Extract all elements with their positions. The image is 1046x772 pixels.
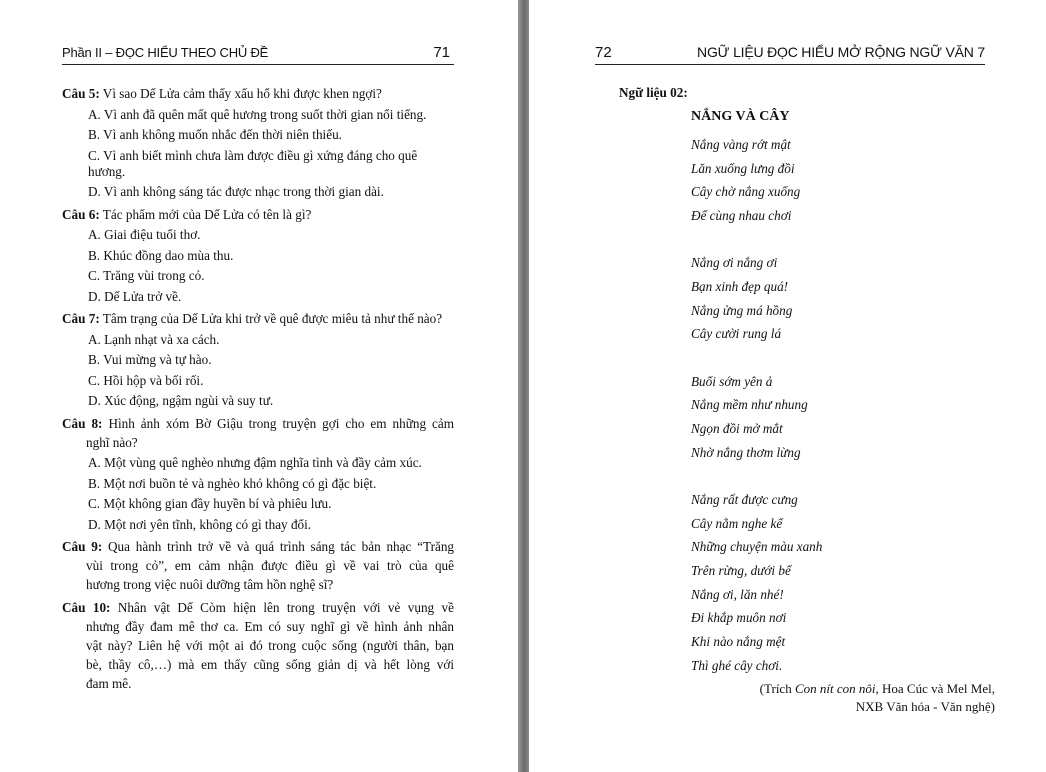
question-label: Câu 6: <box>62 206 100 222</box>
question-label: Câu 8: <box>62 415 103 431</box>
poem-line: Nắng ơi, lăn nhé! <box>691 586 784 602</box>
question-5 <box>62 84 454 200</box>
option-d: D. Vì anh không sáng tác được nhạc trong thời gian dài. <box>88 184 384 199</box>
question-line: hương trong việc nuôi dưỡng tâm hồn nghệ sĩ? <box>86 577 334 592</box>
left-page-header <box>62 44 454 65</box>
book-spine <box>518 0 529 772</box>
poem-line: Nhờ nắng thơm lừng <box>691 444 801 460</box>
citation <box>619 680 995 716</box>
option-d: D. Xúc động, ngậm ngùi và suy tư. <box>88 393 274 408</box>
option-a: A. Vì anh đã quên mất quê hương trong suốt thời gian nổi tiếng. <box>88 106 427 122</box>
question-stem <box>62 537 454 556</box>
poem-line: Để cùng nhau chơi <box>691 208 792 224</box>
question-text: Hình ảnh xóm Bờ Giậu trong truyện gợi cho em những cảm <box>108 415 455 431</box>
option-list <box>88 227 454 305</box>
poem-line: Trên rừng, dưới bể <box>691 563 791 579</box>
stanza-1 <box>691 133 999 228</box>
question-8 <box>62 414 454 533</box>
question-line: đam mê. <box>86 676 132 691</box>
citation-line-2: NXB Văn hóa - Văn nghệ) <box>855 698 995 714</box>
question-label: Câu 9: <box>62 539 103 554</box>
question-line: Nhân vật Dế Còm hiện lên trong truyện với vẻ vụng về <box>117 600 455 615</box>
left-header-title: Phần II – ĐỌC HIỂU THEO CHỦ ĐỀ <box>62 45 269 60</box>
option-d: D. Một nơi yên tĩnh, không có gì thay đổi. <box>88 516 312 532</box>
question-9 <box>62 537 454 594</box>
citation-line-1 <box>619 680 995 698</box>
option-a: A. Một vùng quê nghèo nhưng đậm nghĩa tình và đầy cảm xúc. <box>88 455 422 470</box>
poem-line: Cây cười rung lá <box>691 326 782 342</box>
stanza-3 <box>691 370 999 465</box>
poem-line: Nắng mềm như nhung <box>691 397 808 413</box>
option-list <box>88 332 454 410</box>
poem-line: Nắng vàng rớt mật <box>691 137 791 152</box>
poem-title: NẮNG VÀ CÂY <box>691 109 790 124</box>
option-c: C. Vì anh biết mình chưa làm được điều gì xứng đáng cho quê hương. <box>88 147 418 179</box>
poem-line: Buổi sớm yên ả <box>691 373 773 389</box>
poem-line: Những chuyện màu xanh <box>691 539 823 555</box>
stanza-4 <box>691 488 999 678</box>
option-b: B. Một nơi buồn tẻ và nghèo khó không có gì đặc biệt. <box>88 475 377 491</box>
poem-line: Cây chờ nắng xuống <box>691 184 801 200</box>
stanza-2 <box>691 251 999 346</box>
option-list <box>88 455 454 533</box>
question-line: bè, thầy cô,…) mà em thấy cũng sống giản dị và hết lòng với <box>86 657 454 672</box>
poem-line: Lăn xuống lưng đồi <box>691 160 795 176</box>
option-c: C. Trăng vùi trong cỏ. <box>88 268 205 283</box>
citation-prefix: (Trích <box>759 680 795 696</box>
right-page-header <box>595 44 985 65</box>
passage <box>619 84 999 716</box>
option-list <box>88 107 454 201</box>
question-10 <box>62 598 454 693</box>
question-text: Tâm trạng của Dế Lửa khi trở về quê được miêu tả như thế nào? <box>102 311 443 326</box>
poem-line: Ngọn đồi mở mắt <box>691 421 783 437</box>
poem-line: Đi khắp muôn nơi <box>691 610 787 626</box>
passage-label: Ngữ liệu 02: <box>619 85 688 100</box>
right-header-title: NGỮ LIỆU ĐỌC HIỂU MỞ RỘNG NGỮ VĂN 7 <box>697 44 985 60</box>
option-a: A. Giai điệu tuổi thơ. <box>88 227 201 242</box>
option-b: B. Vì anh không muốn nhắc đến thời niên thiếu. <box>88 127 342 142</box>
poem-line: Nắng ửng má hồng <box>691 302 793 318</box>
right-page-number: 72 <box>595 44 612 61</box>
question-7 <box>62 309 454 409</box>
poem-body <box>691 133 999 678</box>
question-label: Câu 7: <box>62 311 100 326</box>
poem-line: Nắng rất được cưng <box>691 491 798 507</box>
question-line: nhưng đầy đam mê thơ ca. Em có suy nghĩ gì về hình ảnh nhân <box>86 619 454 634</box>
poem-line: Thì ghé cây chơi. <box>691 657 783 673</box>
poem-line: Khi nào nắng mệt <box>691 634 786 650</box>
question-stem <box>62 414 454 433</box>
question-line: Qua hành trình trở về và quá trình sáng tác bản nhạc “Trăng <box>108 539 455 554</box>
question-stem <box>62 598 454 617</box>
question-list <box>62 84 454 693</box>
right-page <box>529 0 1046 772</box>
question-line: vật này? Liên hệ với một ai đó trong cuộc sống (người thân, bạn <box>86 638 454 653</box>
question-line: vùi trong cỏ”, em cảm nhận được điều gì về vai trò của quê <box>86 558 454 573</box>
question-label: Câu 5: <box>62 86 100 101</box>
option-c: C. Một không gian đầy huyền bí và phiêu lưu. <box>88 496 332 511</box>
question-stem <box>62 205 454 224</box>
question-text: Vì sao Dế Lửa cảm thấy xấu hổ khi được khen ngợi? <box>102 86 382 101</box>
left-page-number: 71 <box>433 44 450 61</box>
option-c: C. Hồi hộp và bối rối. <box>88 372 204 388</box>
citation-suffix: , Hoa Cúc và Mel Mel, <box>875 680 995 696</box>
option-b: B. Vui mừng và tự hào. <box>88 352 212 367</box>
poem-line: Cây nằm nghe kể <box>691 515 783 531</box>
poem-line: Nắng ơi nắng ơi <box>691 255 778 271</box>
option-b: B. Khúc đồng dao mùa thu. <box>88 247 234 263</box>
option-d: D. Dế Lửa trở về. <box>88 288 182 304</box>
question-stem <box>62 309 454 328</box>
question-text: Tác phẩm mới của Dế Lửa có tên là gì? <box>102 206 312 222</box>
citation-work: Con nít con nôi <box>794 680 876 696</box>
left-page <box>0 0 518 772</box>
question-stem <box>62 84 454 103</box>
poem-line: Bạn xinh đẹp quá! <box>691 279 789 295</box>
question-text-continued: nghĩ nào? <box>86 434 138 450</box>
question-label: Câu 10: <box>62 600 111 615</box>
option-a: A. Lạnh nhạt và xa cách. <box>88 331 220 347</box>
question-6 <box>62 205 454 305</box>
